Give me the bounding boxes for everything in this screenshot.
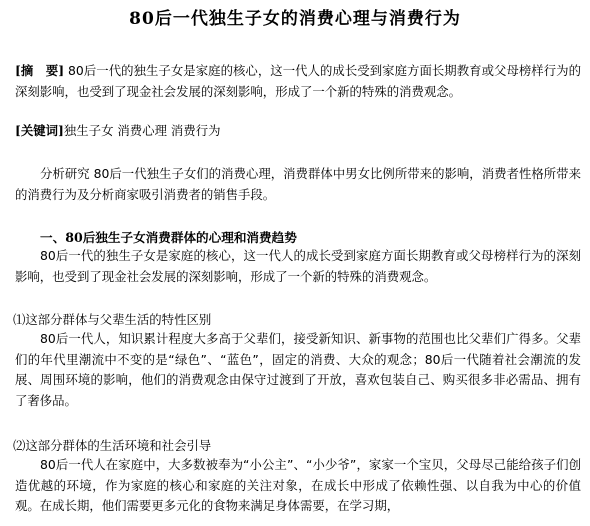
abstract-paragraph (15, 61, 581, 102)
subsection-text-2: 80后一代人在家庭中，大多数被奉为“小公主”、“小少爷”，家家一个宝贝，父母尽己能给孩子们创造优越的环境，作为家庭的核心和家庭的关注对象，在成长中形成了依赖性强、以自我为中心的价值观。在成长期，他们需要更多元化的食物来满足身体需要，在学习期， (15, 457, 581, 513)
intro-paragraph: 分析研究 80后一代独生子女们的消费心理，消费群体中男女比例所带来的影响，消费者性格所带来的消费行为及分析商家吸引消费者的销售手段。 (15, 166, 581, 202)
keywords-text: 独生子女 消费心理 消费行为 (63, 123, 221, 138)
section-heading: 一、80后独生子女消费群体的心理和消费趋势 (40, 230, 297, 245)
subsection-text-1: 80后一代人，知识累计程度大多高于父辈们，接受新知识、新事物的范围也比父辈们广得多。父辈们的年代里潮流中不变的是“绿色”、“蓝色”，固定的消费、大众的观念；80后一代随着社会潮流的发展、周围环境的影响，他们的消费观念由保守过渡到了开放，喜欢包装自己、购买很多非必需品、拥有了奢侈品。 (15, 331, 581, 408)
abstract-text: 80后一代的独生子女是家庭的核心，这一代人的成长受到家庭方面长期教育或父母榜样行为的深刻影响，也受到了现金社会发展的深刻影响，形成了一个新的特殊的消费观念。 (15, 63, 581, 99)
document-title: 80后一代独生子女的消费心理与消费行为 (129, 9, 461, 29)
subsection-heading-2: ⑵这部分群体的生活环境和社会引导 (13, 438, 212, 453)
keywords-label: [关键词] (15, 123, 64, 138)
section-paragraph: 80后一代的独生子女是家庭的核心，这一代人的成长受到家庭方面长期教育或父母榜样行为的深刻影响，也受到了现金社会发展的深刻影响，形成了一个新的特殊的消费观念。 (15, 248, 581, 284)
subsection-heading-1: ⑴这部分群体与父辈生活的特性区别 (13, 312, 212, 327)
keywords-line (15, 121, 581, 142)
abstract-label: [摘 要] (15, 63, 65, 78)
